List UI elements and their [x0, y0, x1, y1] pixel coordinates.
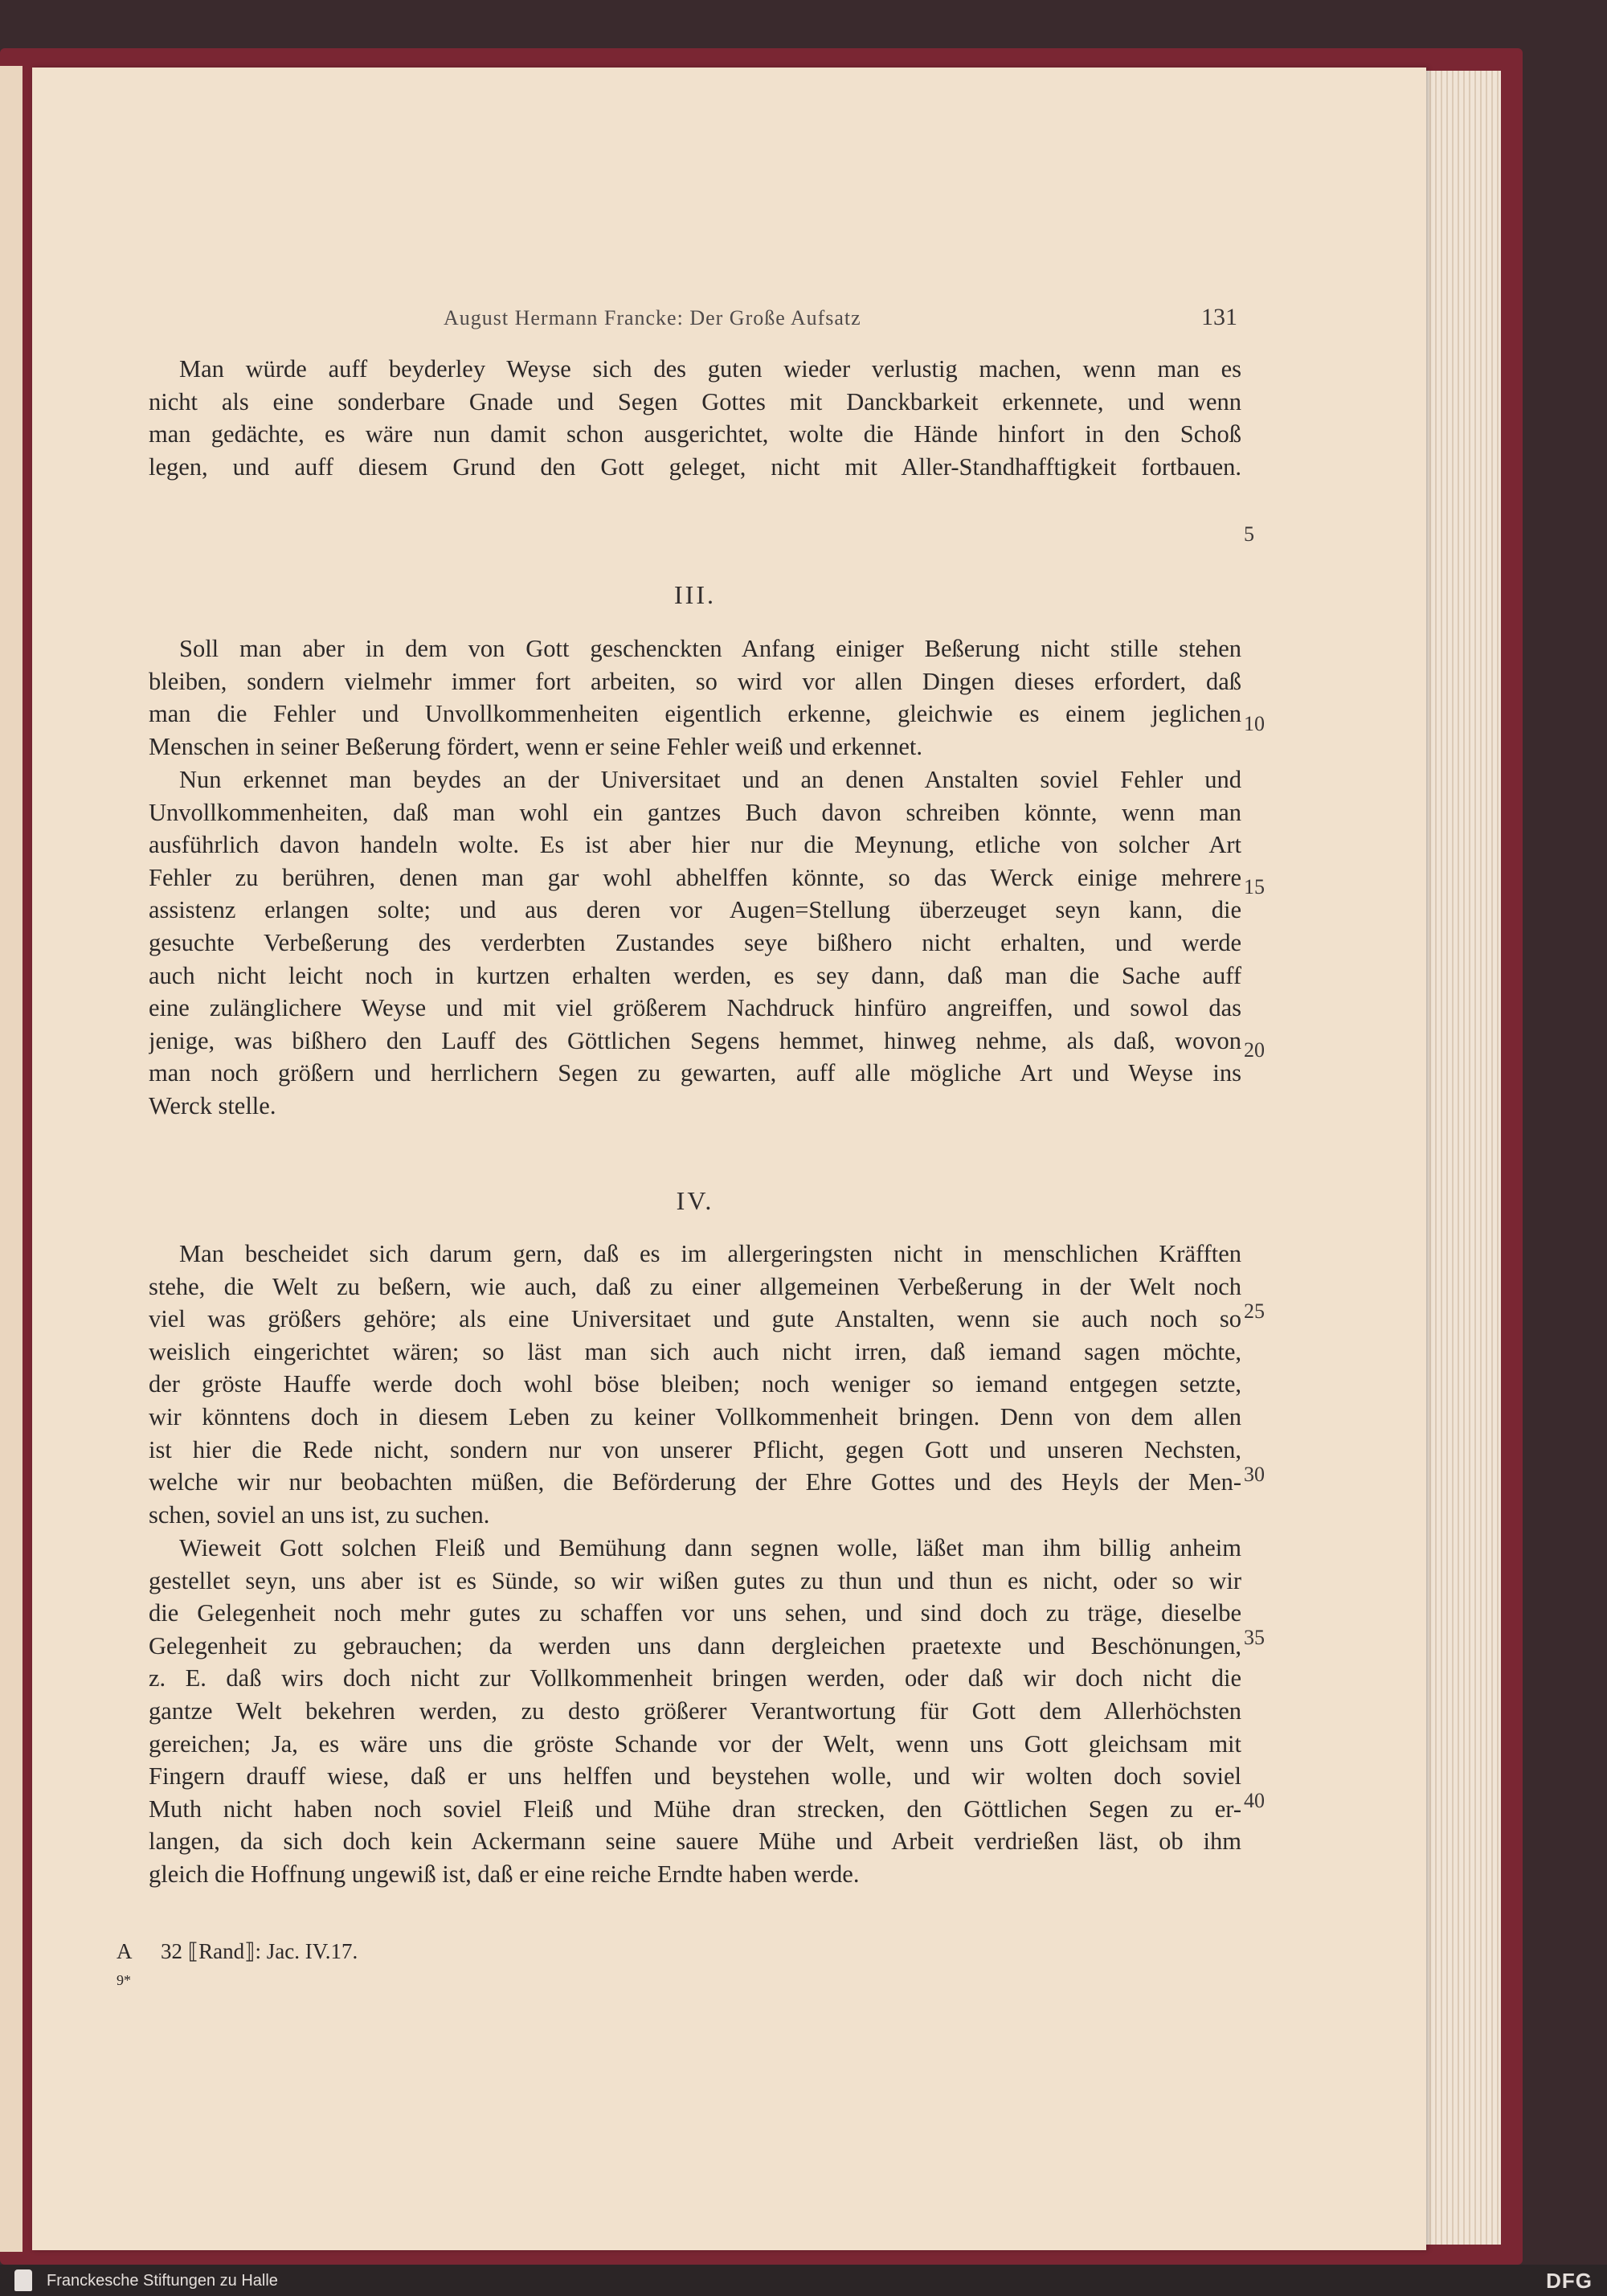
text-line: Man würde auff beyderley Weyse sich des guten wieder verlustig machen, wenn man es	[179, 355, 1241, 383]
footnote-lemma: A	[117, 1939, 133, 1963]
paragraph-1	[149, 353, 1241, 483]
paragraph-5	[149, 1532, 1241, 1891]
section-heading-iv: IV.	[676, 1186, 714, 1215]
institution-name: Franckesche Stiftungen zu Halle	[47, 2272, 278, 2290]
text-line: wir könntens doch in diesem Leben zu keiner Vollkommenheit bringen. Denn von dem allen	[149, 1402, 1241, 1430]
footnote-text: 32 ⟦Rand⟧: Jac. IV.17.	[161, 1939, 358, 1963]
line-number: 20	[1244, 1038, 1265, 1062]
line-number: 15	[1244, 875, 1265, 898]
page-number: 131	[1201, 304, 1237, 330]
institution-logo-icon	[14, 2269, 32, 2291]
text-line: schen, soviel an uns ist, zu suchen.	[149, 1500, 490, 1529]
text-line: Soll man aber in dem von Gott geschenckten Anfang einiger Beßerung nicht stille stehen	[179, 635, 1241, 662]
text-line: Unvollkommenheiten, daß man wohl ein gantzes Buch davon schreiben könnte, wenn man	[149, 798, 1241, 826]
text-line: assistenz erlangen solte; und aus deren vor Augen=Stellung überzeuget seyn kann, die	[149, 896, 1241, 924]
text-line: jenige, was bißhero den Lauff des Göttlichen Segens hemmet, hinweg nehme, als daß, wovon	[149, 1026, 1241, 1054]
text-line: man die Fehler und Unvollkommenheiten eigentlich erkenne, gleichwie es einem jeglichen	[149, 700, 1241, 728]
signature-mark: 9*	[117, 1972, 131, 1988]
text-line: gestellet seyn, uns aber ist es Sünde, so wir wißen gutes zu thun und thun es nicht, oder so wir	[149, 1566, 1241, 1594]
text-line: Nun erkennet man beydes an der Universitaet und an denen Anstalten soviel Fehler und	[179, 766, 1241, 793]
text-line: viel was größers gehöre; als eine Universitaet und gute Anstalten, wenn sie auch noch so	[149, 1305, 1241, 1333]
dfg-logo: DFG	[1546, 2269, 1593, 2293]
text-line: nicht als eine sonderbare Gnade und Segen Gottes mit Danckbarkeit erkennete, und wenn	[149, 387, 1241, 415]
previous-page-edge	[0, 66, 22, 2252]
text-line: gleich die Hoffnung ungewiß ist, daß er eine reiche Erndte haben werde.	[149, 1860, 860, 1888]
line-number: 35	[1244, 1626, 1265, 1649]
text-line: Wieweit Gott solchen Fleiß und Bemühung dann segnen wolle, läßet man ihm billig anheim	[179, 1534, 1241, 1561]
page-edges	[1414, 71, 1501, 2245]
text-line: ausführlich davon handeln wolte. Es ist aber hier nur die Meynung, etliche von solcher Art	[149, 831, 1241, 859]
text-line: gereichen; Ja, es wäre uns die gröste Schande vor der Welt, wenn uns Gott gleichsam mit	[149, 1729, 1241, 1758]
text-line: man gedächte, es wäre nun damit schon ausgerichtet, wolte die Hände hinfort in den Schoß	[149, 420, 1241, 448]
text-line: man noch größern und herrlichern Segen zu gewarten, auff alle mögliche Art und Weyse ins	[149, 1059, 1241, 1087]
text-line: eine zulänglichere Weyse und mit viel größerem Nachdruck hinfüro angreiffen, und sowol das	[149, 994, 1241, 1022]
text-line: gesuchte Verbeßerung des verderbten Zustandes seye bißhero nicht erhalten, und werde	[149, 928, 1241, 956]
line-number: 5	[1244, 522, 1254, 546]
paragraph-2	[149, 632, 1241, 763]
line-number: 10	[1244, 712, 1265, 735]
viewer-footer	[0, 2265, 1607, 2296]
text-line: Werck stelle.	[149, 1091, 276, 1119]
text-line: Muth nicht haben noch soviel Fleiß und Mühe dran strecken, den Göttlichen Segen zu er-	[149, 1795, 1241, 1823]
text-line: der gröste Hauffe werde doch wohl böse bleiben; noch weniger so iemand entgegen setzte,	[149, 1370, 1241, 1398]
text-line: legen, und auff diesem Grund den Gott geleget, nicht mit Aller-Standhafftigkeit fortbauen.	[149, 452, 1241, 481]
running-head: August Hermann Francke: Der Große Aufsatz	[444, 306, 861, 329]
line-number: 40	[1244, 1789, 1265, 1812]
text-line: gantze Welt bekehren werden, zu desto größerer Verantwortung für Gott dem Allerhöchsten	[149, 1696, 1241, 1725]
text-line: auch nicht leicht noch in kurtzen erhalten werden, es sey dann, daß man die Sache auff	[149, 961, 1241, 989]
text-line: Menschen in seiner Beßerung fördert, wenn er seine Fehler weiß und erkennet.	[149, 732, 922, 760]
text-line: Fingern drauff wiese, daß er uns helffen und beystehen wolle, und wir wolten doch soviel	[149, 1762, 1241, 1791]
book-page	[32, 68, 1426, 2250]
text-line: welche wir nur beobachten müßen, die Beförderung der Ehre Gottes und des Heyls der Men-	[149, 1468, 1241, 1496]
text-line: Fehler zu berühren, denen man gar wohl abhelffen könnte, so das Werck einige mehrere	[149, 863, 1241, 891]
section-heading-iii: III.	[674, 580, 716, 609]
text-line: bleiben, sondern vielmehr immer fort arbeiten, so wird vor allen Dingen dieses erfordert, daß	[149, 667, 1241, 695]
text-line: langen, da sich doch kein Ackermann seine sauere Mühe und Arbeit verdrießen läst, ob ihm	[149, 1827, 1241, 1856]
text-line: Gelegenheit zu gebrauchen; da werden uns dann dergleichen praetexte und Beschönungen,	[149, 1631, 1241, 1660]
paragraph-4	[149, 1238, 1241, 1531]
text-line: weislich eingerichtet wären; so läst man sich auch nicht irren, daß iemand sagen möchte,	[149, 1337, 1241, 1365]
text-line: ist hier die Rede nicht, sondern nur von unserer Pflicht, gegen Gott und unseren Nechsten,	[149, 1435, 1241, 1463]
line-number: 30	[1244, 1463, 1265, 1486]
line-number: 25	[1244, 1299, 1265, 1323]
footnote	[117, 1939, 358, 1964]
text-line: Man bescheidet sich darum gern, daß es im allergeringsten nicht in menschlichen Kräfften	[179, 1240, 1241, 1267]
paragraph-3	[149, 763, 1241, 1123]
text-line: die Gelegenheit noch mehr gutes zu schaffen vor uns sehen, und sind doch zu träge, dieselbe	[149, 1599, 1241, 1627]
text-line: z. E. daß wirs doch nicht zur Vollkommenheit bringen werden, oder daß wir doch nicht die	[149, 1664, 1241, 1692]
text-line: stehe, die Welt zu beßern, wie auch, daß zu einer allgemeinen Verbeßerung in der Welt noch	[149, 1272, 1241, 1300]
